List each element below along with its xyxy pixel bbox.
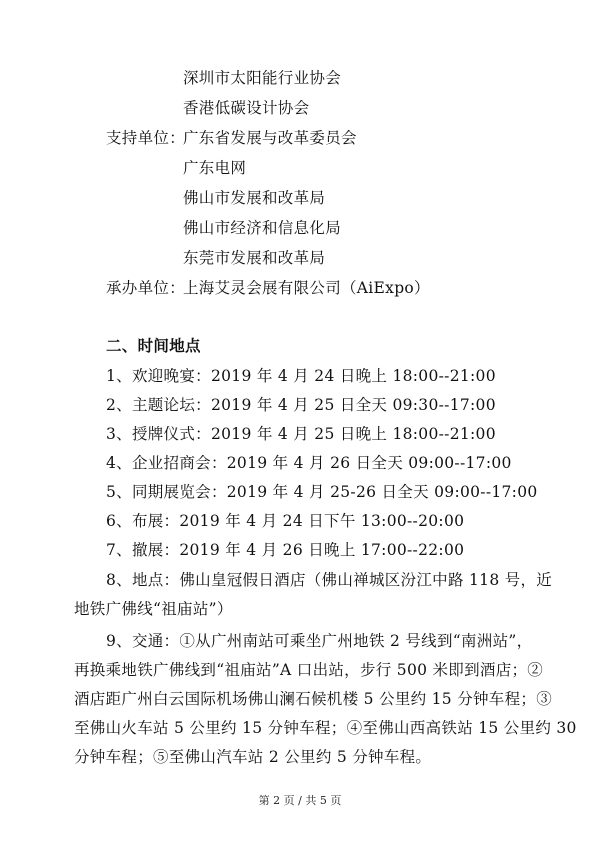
page-number: 第 2 页 / 共 5 页 xyxy=(258,794,342,807)
support-unit-1: 广东省发展与改革委员会 xyxy=(183,129,357,147)
transport-line-1: 9、交通：①从广州南站可乘坐广州地铁 2 号线到“南洲站”， xyxy=(106,632,533,650)
schedule-item-6: 6、布展：2019 年 4 月 24 日下午 13:00--20:00 xyxy=(106,512,465,530)
section-title: 二、时间地点 xyxy=(106,336,201,355)
schedule-item-4: 4、企业招商会：2019 年 4 月 26 日全天 09:00--17:00 xyxy=(106,454,512,472)
support-unit-3: 佛山市发展和改革局 xyxy=(183,189,326,207)
organizer-2: 香港低碳设计协会 xyxy=(183,99,310,117)
host-value: 上海艾灵会展有限公司（AiExpo） xyxy=(183,279,430,297)
transport-line-4: 至佛山火车站 5 公里约 15 分钟车程；④至佛山西高铁站 15 公里约 30 xyxy=(74,719,577,737)
support-label: 支持单位： xyxy=(106,129,186,147)
support-unit-4: 佛山市经济和信息化局 xyxy=(183,219,342,237)
transport-line-2: 再换乘地铁广佛线到“祖庙站”A 口出站，步行 500 米即到酒店；② xyxy=(74,661,544,679)
host-label: 承办单位： xyxy=(106,279,186,297)
location-line-2: 地铁广佛线“祖庙站”） xyxy=(74,600,233,618)
location-line-1: 8、地点：佛山皇冠假日酒店（佛山禅城区汾江中路 118 号，近 xyxy=(106,571,553,589)
schedule-item-3: 3、授牌仪式：2019 年 4 月 25 日晚上 18:00--21:00 xyxy=(106,425,496,443)
support-unit-5: 东莞市发展和改革局 xyxy=(183,249,326,267)
schedule-item-5: 5、同期展览会：2019 年 4 月 25-26 日全天 09:00--17:00 xyxy=(106,483,538,501)
organizer-1: 深圳市太阳能行业协会 xyxy=(183,69,342,87)
transport-line-5: 分钟车程；⑤至佛山汽车站 2 公里约 5 分钟车程。 xyxy=(74,748,432,766)
schedule-item-1: 1、欢迎晚宴：2019 年 4 月 24 日晚上 18:00--21:00 xyxy=(106,367,496,385)
schedule-item-7: 7、撤展：2019 年 4 月 26 日晚上 17:00--22:00 xyxy=(106,541,465,559)
transport-line-3: 酒店距广州白云国际机场佛山澜石候机楼 5 公里约 15 分钟车程；③ xyxy=(74,690,552,708)
support-unit-2: 广东电网 xyxy=(183,159,247,177)
schedule-item-2: 2、主题论坛：2019 年 4 月 25 日全天 09:30--17:00 xyxy=(106,396,496,414)
